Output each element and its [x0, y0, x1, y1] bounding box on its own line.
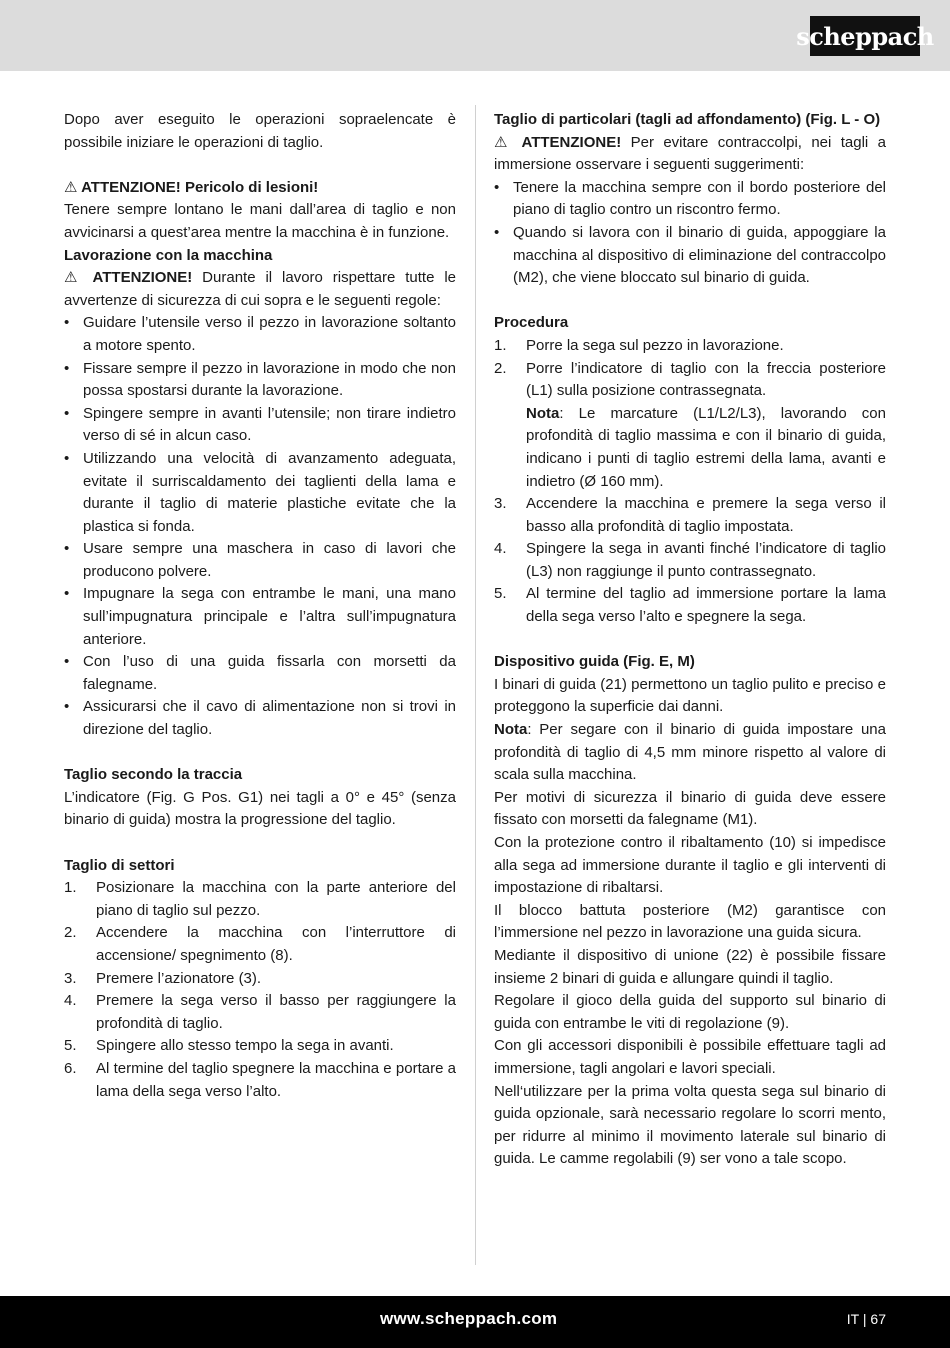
right-column: [494, 109, 886, 1171]
list-item: • Spingere sempre in avanti l’utensile; non tirare indietro verso di sé in alcun caso.: [64, 403, 456, 448]
header-bar: [0, 0, 950, 71]
guida-paragraph: Per motivi di sicurezza il binario di guida deve essere fissato con morsetti da falegname (M1).: [494, 788, 886, 829]
list-item: 2. Porre l’indicatore di taglio con la freccia posteriore (L1) sulla posizione contrassegnata. Nota: Le marcature (L1/L2/L3), lavorando con profondità di taglio massima e con il binario di guida, indicano i punti di taglio estremi della lama, avanti e indietro (Ø 160 mm).: [494, 358, 886, 494]
warning-immersion: ⚠ ATTENZIONE! Per evitare contraccolpi, nei tagli a immersione osservare i seguenti suggerimenti:: [494, 133, 886, 174]
list-item: 1. Porre la sega sul pezzo in lavorazione.: [494, 336, 784, 354]
traccia-heading: Taglio secondo la traccia: [64, 766, 243, 784]
list-item: • Con l’uso di una guida fissarla con morsetti da falegname.: [64, 651, 456, 696]
list-item: • Tenere la macchina sempre con il bordo posteriore del piano di taglio contro un riscontro fermo.: [494, 177, 886, 222]
intro-text: Dopo aver eseguito le operazioni sopraelencate è possibile iniziare le operazioni di taglio.: [64, 111, 456, 151]
lavorazione-heading: Lavorazione con la macchina: [64, 246, 273, 264]
brand-logo: scheppach: [810, 16, 920, 56]
list-item: • Guidare l’utensile verso il pezzo in lavorazione soltanto a motore spento.: [64, 312, 456, 357]
guida-heading: Dispositivo guida (Fig. E, M): [494, 653, 695, 671]
list-item: 2. Accendere la macchina con l’interruttore di accensione/ spegnimento (8).: [64, 924, 456, 964]
warning-icon: ⚠: [64, 269, 93, 287]
guida-text: I binari di guida (21) permettono un taglio pulito e preciso e proteggono la superficie dai danni.: [494, 675, 886, 716]
list-item: 4. Spingere la sega in avanti finché l’indicatore di taglio (L3) non raggiunge il punto contrassegnato.: [494, 540, 886, 580]
guida-paragraph: Con la protezione contro il ribaltamento (10) si impedisce alla sega ad immersione durante il taglio e gli interventi di impostazione di ribaltarsi.: [494, 834, 886, 897]
warning-text: Tenere sempre lontano le mani dall’area di taglio e non avvicinarsi a quest’area mentre la macchina è in funzione.: [64, 201, 456, 241]
list-item: • Assicurarsi che il cavo di alimentazione non si trovi in direzione del taglio.: [64, 696, 456, 741]
warning-rules-intro: ⚠ ATTENZIONE! Durante il lavoro rispettare tutte le avvertenze di sicurezza di cui sopra e le seguenti regole:: [64, 269, 456, 309]
list-item: 6. Al termine del taglio spegnere la macchina e portare a lama della sega verso l’alto.: [64, 1059, 456, 1100]
warning-icon: ⚠: [64, 178, 82, 196]
list-item: 3. Accendere la macchina e premere la sega verso il basso alla profondità di taglio impostata.: [494, 495, 886, 535]
warning-icon: ⚠: [494, 133, 522, 151]
guida-paragraph: Mediante il dispositivo di unione (22) è possibile fissare insieme 2 binari di guida e allungare quindi il taglio.: [494, 946, 886, 987]
list-item: 5. Al termine del taglio ad immersione portare la lama della sega verso l’alto e spegnere la sega.: [494, 585, 886, 626]
list-item: • Usare sempre una maschera in caso di lavori che producono polvere.: [64, 538, 456, 583]
guida-paragraph: Il blocco battuta posteriore (M2) garantisce con l’immersione nel pezzo in lavorazione una guida sicura.: [494, 901, 886, 942]
guida-paragraph: Con gli accessori disponibili è possibile effettuare tagli ad immersione, tagli angolari e lavori speciali.: [494, 1037, 886, 1077]
left-column: [64, 109, 456, 1103]
guida-paragraph: Regolare il gioco della guida del supporto sul binario di guida con entrambe le viti di regolazione (9).: [494, 992, 886, 1032]
column-divider: [475, 105, 476, 1265]
procedura-steps: [494, 335, 886, 629]
list-item: 5. Spingere allo stesso tempo la sega in avanti.: [64, 1037, 394, 1055]
rules-list: [64, 312, 456, 741]
list-item: • Impugnare la sega con entrambe le mani, una mano sull’impugnatura principale e l’altra sull’impugnatura anteriore.: [64, 583, 456, 651]
step-note: Nota: Le marcature (L1/L2/L3), lavorando con profondità di taglio massima e con il binario di guida, indicano i punti di taglio estremi della lama, avanti e indietro (Ø 160 mm).: [526, 404, 886, 490]
page-number: IT | 67: [846, 1311, 886, 1327]
guida-note: Nota: Per segare con il binario di guida impostare una profondità di taglio di 4,5 mm minore rispetto al valore di scala sulla macchina.: [494, 721, 886, 784]
list-item: • Utilizzando una velocità di avanzamento adeguata, evitate il surriscaldamento dei taglienti della lama e durante il taglio di materie plastiche evitate che la plastica si fonda.: [64, 448, 456, 538]
settori-steps: [64, 877, 456, 1103]
warning-heading: ⚠ ATTENZIONE! Pericolo di lesioni!: [64, 178, 319, 196]
guida-paragraph: Nell‘utilizzare per la prima volta questa sega sul binario di guida opzionale, sarà necessario regolare lo scorri mento, per ridurre al minimo il movimento laterale sul binario di guida. Le camme regolabili (9) ser vono a tale scopo.: [494, 1082, 886, 1168]
website-link[interactable]: www.scheppach.com: [380, 1309, 558, 1328]
tips-list: [494, 177, 886, 290]
list-item: 4. Premere la sega verso il basso per raggiungere la profondità di taglio.: [64, 992, 456, 1032]
settori-heading: Taglio di settori: [64, 856, 175, 874]
list-item: 1. Posizionare la macchina con la parte anteriore del piano di taglio sul pezzo.: [64, 879, 456, 919]
procedura-heading: Procedura: [494, 314, 569, 332]
list-item: • Fissare sempre il pezzo in lavorazione in modo che non possa spostarsi durante la lavorazione.: [64, 358, 456, 403]
list-item: 3. Premere l’azionatore (3).: [64, 969, 262, 987]
particolari-heading: Taglio di particolari (tagli ad affondamento) (Fig. L - O): [494, 111, 881, 128]
traccia-text: L’indicatore (Fig. G Pos. G1) nei tagli a 0° e 45° (senza binario di guida) mostra la progressione del taglio.: [64, 788, 456, 829]
list-item: • Quando si lavora con il binario di guida, appoggiare la macchina al dispositivo di eliminazione del contraccolpo (M2), che viene bloccato sul binario di guida.: [494, 222, 886, 290]
footer-bar: [0, 1296, 950, 1348]
